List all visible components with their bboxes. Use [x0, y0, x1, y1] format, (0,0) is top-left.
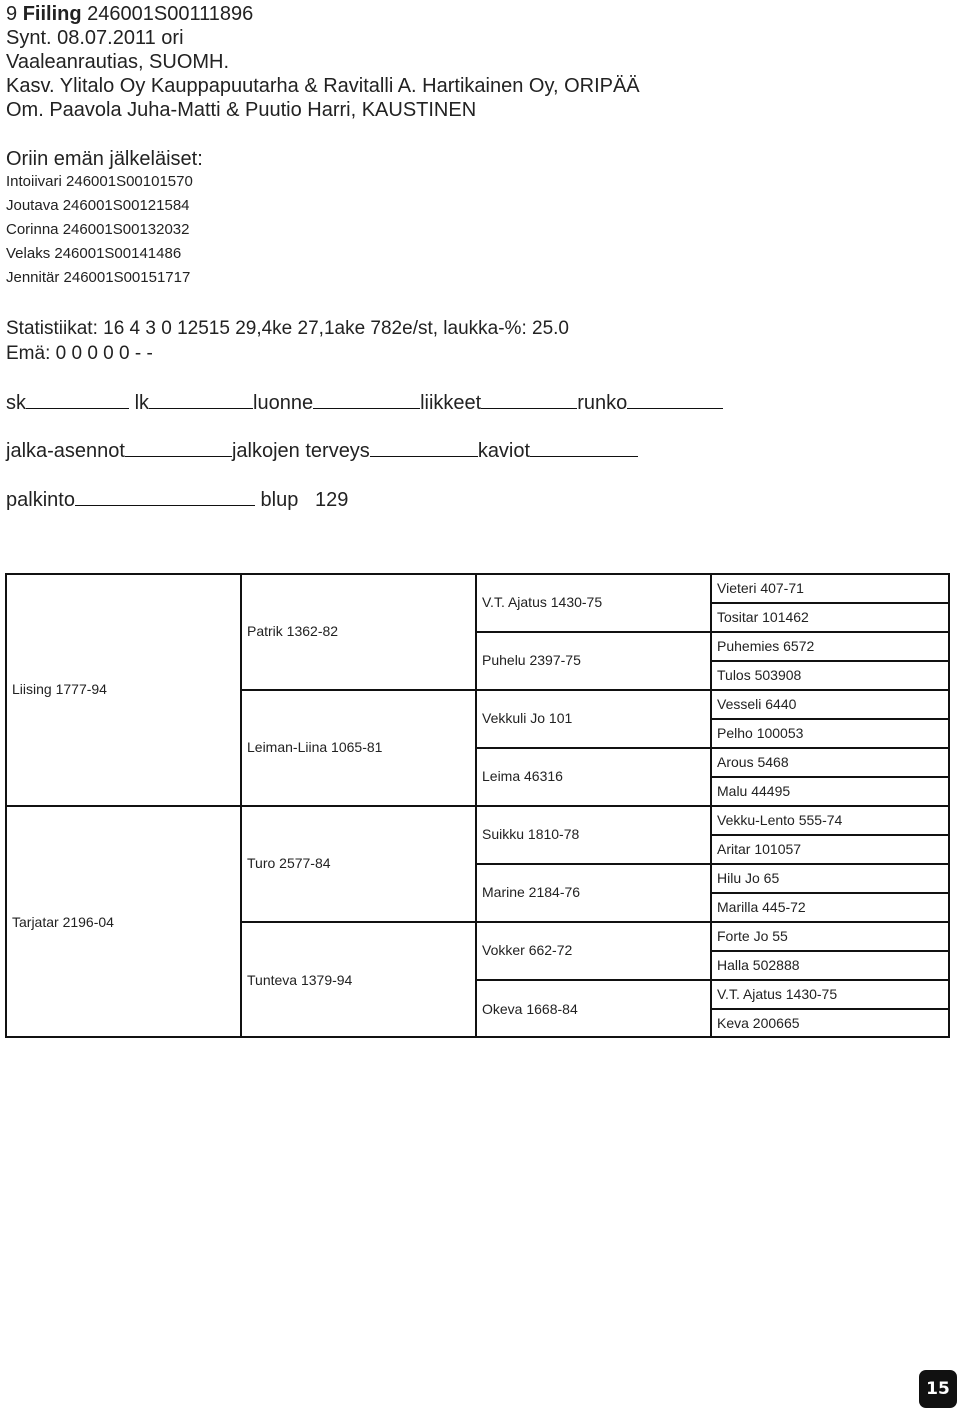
- lk-blank: [149, 390, 253, 409]
- offspring-item: Intoiivari 246001S00101570: [6, 173, 193, 190]
- runko-label: runko: [577, 392, 628, 414]
- pedigree-grid-line: [710, 950, 948, 952]
- horse-name: Fiiling: [22, 3, 82, 25]
- horse-registration: 246001S00111896: [87, 3, 254, 25]
- pedigree-grid-line: [240, 921, 948, 923]
- pedigree-ancestor: Vesseli 6440: [717, 695, 797, 712]
- horse-title: [6, 2, 253, 26]
- runko-blank: [627, 390, 723, 409]
- entry-number: 9: [6, 3, 18, 25]
- pedigree-ancestor: Suikku 1810-78: [482, 826, 580, 842]
- luonne-blank: [313, 390, 420, 409]
- pedigree-ancestor: Malu 44495: [717, 782, 791, 799]
- pedigree-ancestor: Vieteri 407-71: [717, 579, 804, 596]
- blup-label: blup: [260, 489, 299, 511]
- evaluation-row-3: [6, 487, 348, 512]
- pedigree-grid-line: [710, 602, 948, 604]
- dam-statistics-line: Emä: 0 0 0 0 0 - -: [6, 343, 153, 364]
- page-number-badge: 15: [919, 1370, 957, 1408]
- liikkeet-blank: [481, 390, 577, 409]
- pedigree-grid-line: [710, 718, 948, 720]
- sk-blank: [26, 390, 129, 409]
- pedigree-grid-line: [710, 776, 948, 778]
- pedigree-ancestor: Marine 2184-76: [482, 884, 581, 900]
- jalkojen-terveys-label: jalkojen terveys: [231, 440, 370, 462]
- blup-value: 129: [314, 489, 349, 511]
- pedigree-grid-line: [475, 747, 948, 749]
- pedigree-ancestor: Puhemies 6572: [717, 637, 815, 654]
- pedigree-ancestor: Tunteva 1379-94: [247, 971, 353, 988]
- offspring-item: Jennitär 246001S00151717: [6, 269, 191, 286]
- pedigree-ancestor: Arous 5468: [717, 753, 789, 770]
- pedigree-grid-line: [710, 892, 948, 894]
- pedigree-ancestor: V.T. Ajatus 1430-75: [717, 985, 838, 1002]
- pedigree-granddam-line: Tarjatar 2196-04: [12, 913, 114, 930]
- color-info: Vaaleanrautias, SUOMH.: [6, 51, 230, 73]
- pedigree-grid-line: [5, 1036, 948, 1038]
- kaviot-label: kaviot: [477, 440, 531, 462]
- owner-info: Om. Paavola Juha-Matti & Puutio Harri, KAUSTINEN: [6, 99, 477, 121]
- pedigree-ancestor: Hilu Jo 65: [717, 869, 780, 886]
- birth-info: Synt. 08.07.2011 ori: [6, 27, 184, 49]
- jalka-asennot-label: jalka-asennot: [6, 440, 125, 462]
- pedigree-ancestor: Forte Jo 55: [717, 927, 788, 944]
- pedigree-ancestor: Okeva 1668-84: [482, 1000, 578, 1017]
- pedigree-ancestor: Vekku-Lento 555-74: [717, 811, 843, 828]
- liikkeet-label: liikkeet: [420, 392, 482, 414]
- jalkojen-terveys-blank: [370, 438, 478, 457]
- pedigree-grid-line: [475, 631, 948, 633]
- offspring-item: Velaks 246001S00141486: [6, 245, 182, 262]
- pedigree-grid-line: [710, 834, 948, 836]
- pedigree-ancestor: Patrik 1362-82: [247, 623, 339, 639]
- pedigree-ancestor: Leiman-Liina 1065-81: [247, 739, 383, 755]
- pedigree-ancestor: Tulos 503908: [717, 666, 802, 683]
- pedigree-grid-line: [710, 1008, 948, 1010]
- palkinto-blank: [75, 487, 255, 506]
- evaluation-row-2: [6, 438, 638, 463]
- evaluation-row-1: [6, 390, 723, 415]
- pedigree-ancestor: Tositar 101462: [717, 608, 809, 625]
- pedigree-ancestor: Leima 46316: [482, 768, 563, 784]
- breeder-info: Kasv. Ylitalo Oy Kauppapuutarha & Ravitalli A. Hartikainen Oy, ORIPÄÄ: [6, 75, 640, 97]
- lk-label: lk: [134, 392, 150, 414]
- offspring-heading: Oriin emän jälkeläiset:: [6, 148, 203, 170]
- pedigree-ancestor: Turo 2577-84: [247, 855, 331, 871]
- pedigree-ancestor: Aritar 101057: [717, 840, 802, 857]
- pedigree-grid-line: [5, 573, 948, 575]
- pedigree-ancestor: Halla 502888: [717, 956, 800, 973]
- kaviot-blank: [530, 438, 638, 457]
- pedigree-grid-line: [240, 689, 948, 691]
- jalka-asennot-blank: [125, 438, 232, 457]
- pedigree-grid-line: [475, 863, 948, 865]
- pedigree-dam: Liising 1777-94: [12, 681, 107, 697]
- pedigree-grid-line: [710, 660, 948, 662]
- sk-label: sk: [6, 392, 26, 414]
- pedigree-grid-line: [5, 805, 948, 807]
- luonne-label: luonne: [253, 392, 314, 414]
- pedigree-ancestor: Marilla 445-72: [717, 898, 806, 915]
- pedigree-table: [5, 573, 948, 1038]
- pedigree-ancestor: Vekkuli Jo 101: [482, 710, 573, 726]
- pedigree-ancestor: Keva 200665: [717, 1015, 800, 1031]
- pedigree-grid-line: [475, 979, 948, 981]
- pedigree-ancestor: Puhelu 2397-75: [482, 652, 581, 668]
- pedigree-ancestor: Pelho 100053: [717, 724, 804, 741]
- offspring-item: Corinna 246001S00132032: [6, 221, 190, 238]
- pedigree-ancestor: Vokker 662-72: [482, 942, 573, 958]
- statistics-line: Statistiikat: 16 4 3 0 12515 29,4ke 27,1ake 782e/st, laukka-%: 25.0: [6, 318, 569, 339]
- pedigree-ancestor: V.T. Ajatus 1430-75: [482, 594, 603, 610]
- palkinto-label: palkinto: [6, 489, 75, 511]
- offspring-item: Joutava 246001S00121584: [6, 197, 190, 214]
